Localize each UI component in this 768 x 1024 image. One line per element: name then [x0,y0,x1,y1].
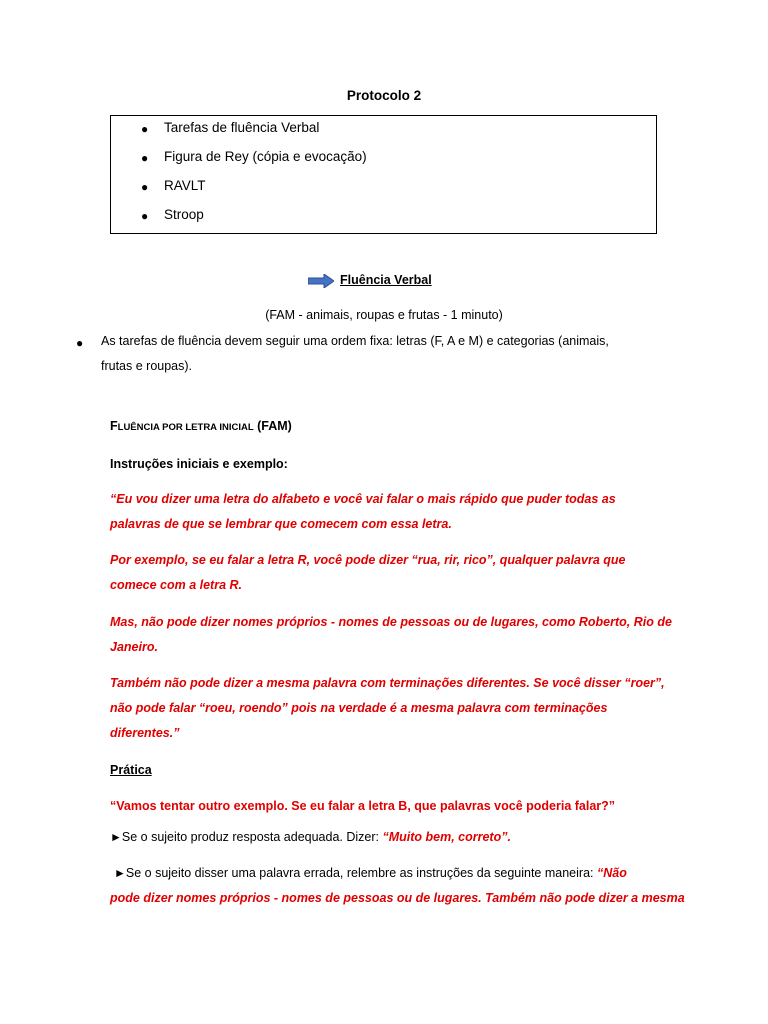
section-subtitle: (FAM - animais, roupas e frutas - 1 minuto) [265,308,503,322]
instruction-line: não pode falar “roeu, roendo” pois na verdade é a mesma palavra com terminações [110,701,608,715]
instruction-line: diferentes.” [110,726,180,740]
box-item: Stroop [164,207,204,222]
pointer-icon: ► [114,866,126,880]
adequate-end: . [507,830,511,844]
instruction-line: Mas, não pode dizer nomes próprios - nomes de pessoas ou de lugares, como Roberto, Rio de [110,615,672,629]
instruction-line: Por exemplo, se eu falar a letra R, você pode dizer “rua, rir, rico”, qualquer palavra que [110,553,626,567]
fam-heading-suffix: (FAM) [253,419,292,433]
instruction-line: comece com a letra R. [110,578,243,592]
bullet-icon: ● [141,209,149,223]
section-header [0,272,768,292]
intro-text: As tarefas de fluência devem seguir uma ordem fixa: letras (F, A e M) e categorias (animais, [101,334,609,348]
bullet-icon: ● [141,180,149,194]
pratica-heading: Prática [110,763,152,777]
bullet-icon: ● [141,122,149,136]
fam-heading-initial: F [110,419,118,433]
adequate-prefix: Se o sujeito produz resposta adequada. Dizer: [121,830,383,844]
pratica-example: “Vamos tentar outro exemplo. Se eu falar a letra B, que palavras você poderia falar?” [110,799,616,813]
protocol-box [110,115,657,234]
adequate-response-line [110,830,511,844]
instruction-line: “Eu vou dizer uma letra do alfabeto e você vai falar o mais rápido que puder todas as [110,492,616,506]
box-item: Tarefas de fluência Verbal [164,120,320,135]
instruction-line: palavras de que se lembrar que comecem com essa letra. [110,517,452,531]
instruction-line: Janeiro. [110,640,158,654]
page-title: Protocolo 2 [346,88,422,103]
fam-heading-smallcaps: LUÊNCIA POR LETRA INICIAL [117,422,254,433]
bullet-icon: ● [76,336,84,350]
box-item: Figura de Rey (cópia e evocação) [164,149,367,164]
right-arrow-icon [308,274,334,288]
fam-heading [110,419,292,433]
pointer-icon: ► [110,830,122,844]
instructions-label: Instruções iniciais e exemplo: [110,457,288,471]
adequate-quote: “Muito bem, correto” [382,830,508,844]
wrong-quote: “Não [596,866,627,880]
intro-text: frutas e roupas). [101,359,193,373]
wrong-response-line [114,866,627,880]
wrong-prefix: Se o sujeito disser uma palavra errada, relembre as instruções da seguinte maneira: [125,866,597,880]
bullet-icon: ● [141,151,149,165]
wrong-quote-continued: pode dizer nomes próprios - nomes de pessoas ou de lugares. Também não pode dizer a mesma [110,891,685,905]
section-title: Fluência Verbal [340,273,432,287]
instruction-line: Também não pode dizer a mesma palavra com terminações diferentes. Se você disser “roer”, [110,676,665,690]
box-item: RAVLT [164,178,206,193]
